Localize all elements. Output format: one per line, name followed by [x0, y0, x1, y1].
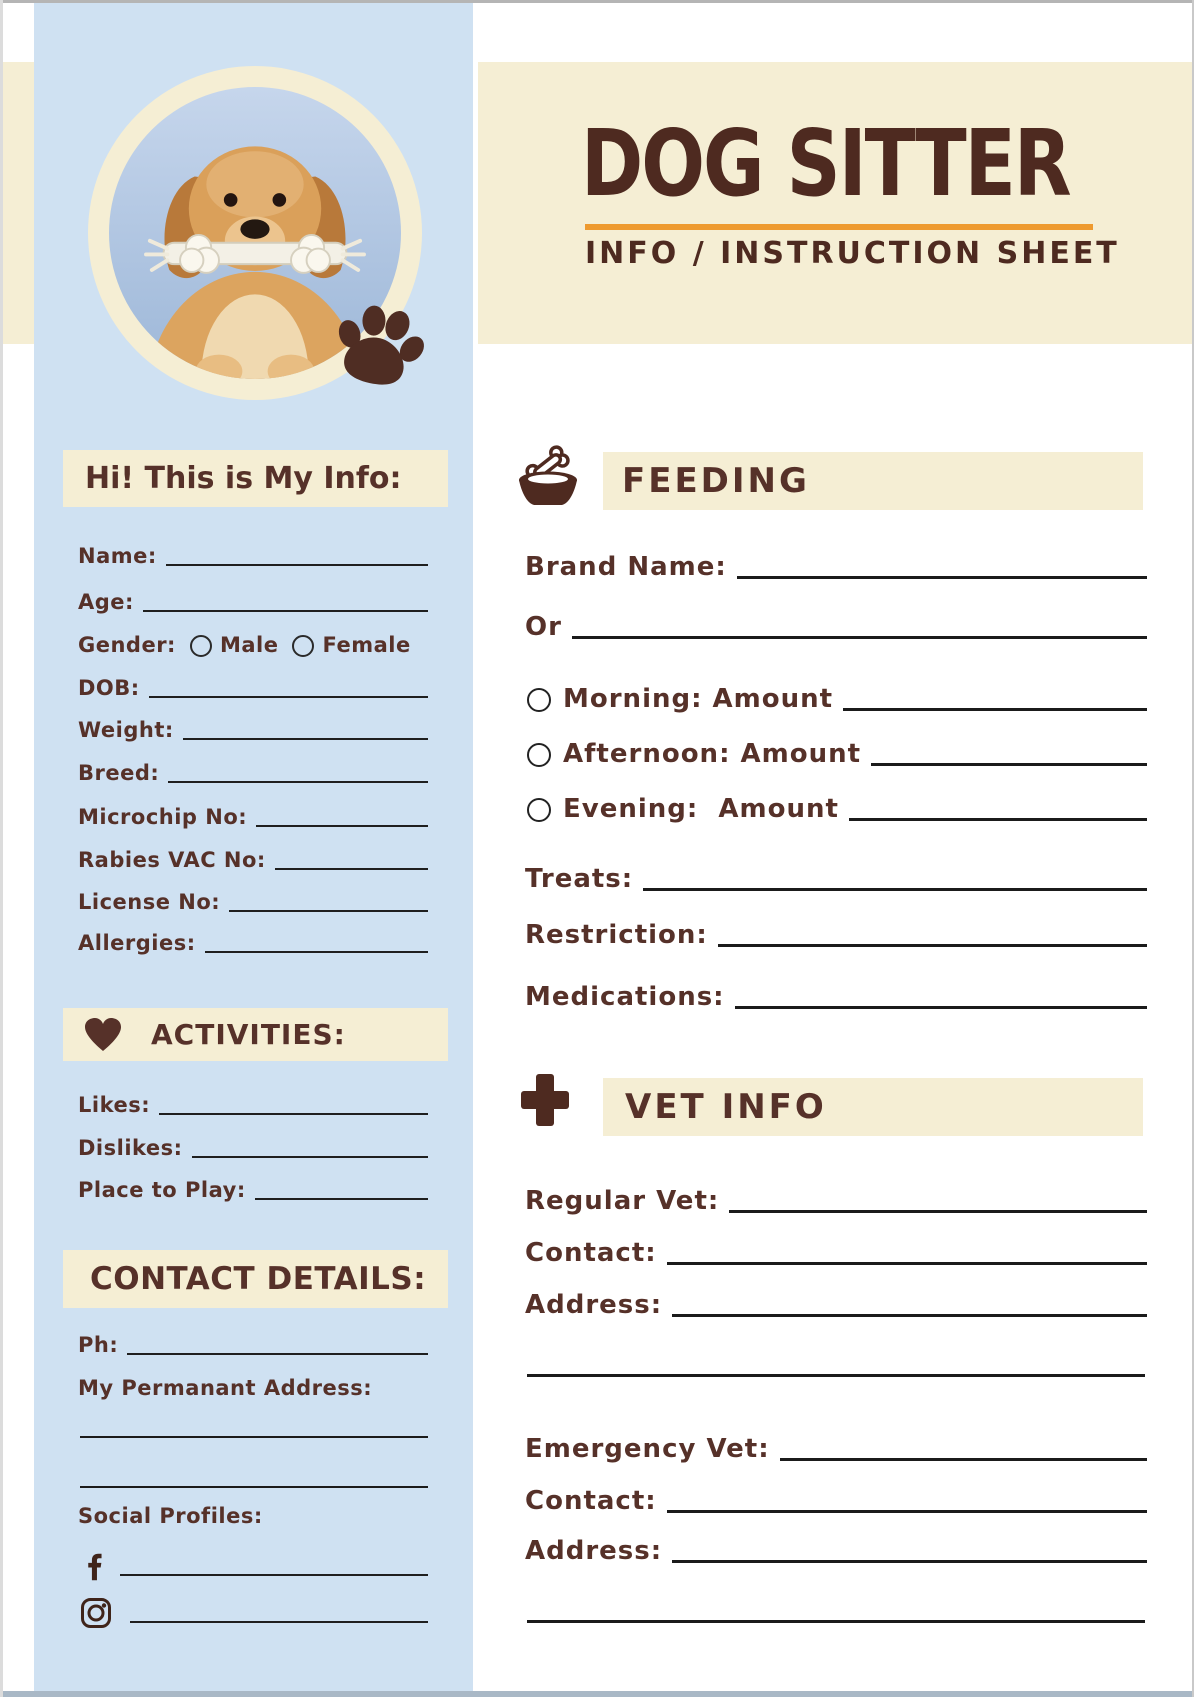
page-edge-left	[0, 0, 3, 1697]
feeding-heading: FEEDING	[603, 452, 1143, 510]
gender-row	[78, 630, 428, 660]
dob-input-line[interactable]	[149, 696, 428, 698]
page-edge-top	[0, 0, 1200, 3]
or-label: Or	[525, 612, 562, 642]
dislikes-input-line[interactable]	[192, 1156, 428, 1158]
male-label: Male	[219, 633, 279, 657]
social-profiles-row	[78, 1501, 428, 1531]
or-input-line[interactable]	[572, 636, 1147, 639]
likes-row	[78, 1090, 428, 1120]
weight-label: Weight:	[78, 718, 174, 742]
evening-amount-line[interactable]	[849, 818, 1147, 821]
social-profiles-label: Social Profiles:	[78, 1504, 263, 1528]
afternoon-label: Afternoon: Amount	[563, 739, 862, 769]
male-radio[interactable]	[190, 635, 212, 657]
restriction-label: Restriction:	[525, 920, 708, 950]
microchip-row	[78, 802, 428, 832]
breed-input-line[interactable]	[168, 781, 428, 783]
dog-bowl-bone-icon	[512, 444, 584, 506]
emergency-contact-label: Contact:	[525, 1486, 657, 1516]
afternoon-radio[interactable]	[527, 743, 551, 767]
phone-input-line[interactable]	[127, 1353, 428, 1355]
phone-label: Ph:	[78, 1333, 119, 1357]
breed-label: Breed:	[78, 761, 160, 785]
microchip-input-line[interactable]	[256, 825, 428, 827]
address-input-line-1[interactable]	[80, 1436, 428, 1438]
allergies-row	[78, 928, 428, 958]
instagram-row	[80, 1595, 428, 1629]
vet-info-heading: VET INFO	[603, 1078, 1143, 1136]
gender-label: Gender:	[78, 633, 176, 657]
regular-contact-label: Contact:	[525, 1238, 657, 1268]
page-edge-bottom	[0, 1691, 1200, 1697]
heart-icon	[83, 1017, 123, 1053]
emergency-address-line-2[interactable]	[527, 1620, 1145, 1623]
morning-radio[interactable]	[527, 688, 551, 712]
regular-vet-input-line[interactable]	[729, 1210, 1147, 1213]
regular-address-row	[525, 1288, 1147, 1322]
emergency-vet-label: Emergency Vet:	[525, 1434, 770, 1464]
license-input-line[interactable]	[229, 910, 428, 912]
regular-vet-row	[525, 1184, 1147, 1218]
treats-row	[525, 862, 1147, 896]
medications-row	[525, 980, 1147, 1014]
activities-heading: ACTIVITIES:	[151, 1018, 346, 1051]
restriction-input-line[interactable]	[718, 944, 1147, 947]
emergency-contact-row	[525, 1484, 1147, 1518]
regular-address-line-2[interactable]	[527, 1374, 1145, 1377]
rabies-label: Rabies VAC No:	[78, 848, 266, 872]
dislikes-row	[78, 1133, 428, 1163]
activities-heading-band	[63, 1008, 448, 1061]
phone-row	[78, 1330, 428, 1360]
name-row	[78, 541, 428, 571]
regular-address-label: Address:	[525, 1290, 663, 1320]
brand-name-row	[525, 550, 1147, 584]
regular-contact-input-line[interactable]	[667, 1262, 1147, 1265]
place-to-play-row	[78, 1175, 428, 1205]
brand-name-input-line[interactable]	[737, 576, 1147, 579]
breed-row	[78, 758, 428, 788]
instagram-input-line[interactable]	[130, 1621, 428, 1623]
likes-label: Likes:	[78, 1093, 151, 1117]
morning-amount-line[interactable]	[843, 708, 1147, 711]
or-row	[525, 610, 1147, 644]
weight-row	[78, 715, 428, 745]
restriction-row	[525, 918, 1147, 952]
afternoon-row	[525, 737, 1147, 771]
facebook-row	[80, 1550, 428, 1582]
medications-input-line[interactable]	[735, 1006, 1147, 1009]
age-input-line[interactable]	[143, 610, 428, 612]
paw-print-icon	[324, 291, 433, 398]
dislikes-label: Dislikes:	[78, 1136, 183, 1160]
license-row	[78, 887, 428, 917]
morning-row	[525, 682, 1147, 716]
address-input-line-2[interactable]	[80, 1486, 428, 1488]
page-title: DOG SITTER	[581, 109, 1070, 217]
female-radio[interactable]	[292, 635, 314, 657]
instagram-icon	[80, 1597, 112, 1629]
emergency-vet-input-line[interactable]	[780, 1458, 1147, 1461]
allergies-label: Allergies:	[78, 931, 196, 955]
page-edge-right	[1192, 0, 1200, 1697]
page-subtitle: INFO / INSTRUCTION SHEET	[585, 236, 1120, 271]
female-label: Female	[322, 633, 411, 657]
facebook-icon	[80, 1552, 102, 1582]
age-label: Age:	[78, 590, 134, 614]
treats-input-line[interactable]	[643, 888, 1147, 891]
title-underline	[585, 224, 1093, 230]
evening-label: Evening: Amount	[563, 794, 839, 824]
treats-label: Treats:	[525, 864, 634, 894]
microchip-label: Microchip No:	[78, 805, 248, 829]
age-row	[78, 587, 428, 617]
dob-row	[78, 673, 428, 703]
dob-label: DOB:	[78, 676, 140, 700]
facebook-input-line[interactable]	[120, 1574, 428, 1576]
emergency-contact-input-line[interactable]	[667, 1510, 1147, 1513]
place-to-play-input-line[interactable]	[255, 1198, 428, 1200]
license-label: License No:	[78, 890, 221, 914]
rabies-input-line[interactable]	[275, 868, 428, 870]
likes-input-line[interactable]	[159, 1113, 428, 1115]
regular-address-input-line[interactable]	[672, 1314, 1147, 1317]
name-input-line[interactable]	[166, 564, 428, 566]
permanent-address-label: My Permanant Address:	[78, 1376, 373, 1400]
brand-name-label: Brand Name:	[525, 552, 727, 582]
contact-details-heading: CONTACT DETAILS:	[63, 1250, 448, 1308]
place-to-play-label: Place to Play:	[78, 1178, 246, 1202]
evening-row	[525, 792, 1147, 826]
weight-input-line[interactable]	[183, 738, 428, 740]
regular-contact-row	[525, 1236, 1147, 1270]
emergency-vet-row	[525, 1432, 1147, 1466]
name-label: Name:	[78, 544, 157, 568]
medical-cross-icon	[521, 1072, 569, 1128]
afternoon-amount-line[interactable]	[871, 763, 1147, 766]
rabies-row	[78, 845, 428, 875]
emergency-address-row	[525, 1534, 1147, 1568]
emergency-address-input-line[interactable]	[672, 1560, 1147, 1563]
medications-label: Medications:	[525, 982, 725, 1012]
emergency-address-label: Address:	[525, 1536, 663, 1566]
my-info-heading: Hi! This is My Info:	[63, 450, 448, 507]
morning-label: Morning: Amount	[563, 684, 834, 714]
allergies-input-line[interactable]	[205, 951, 428, 953]
permanent-address-row	[78, 1373, 428, 1403]
regular-vet-label: Regular Vet:	[525, 1186, 720, 1216]
evening-radio[interactable]	[527, 798, 551, 822]
